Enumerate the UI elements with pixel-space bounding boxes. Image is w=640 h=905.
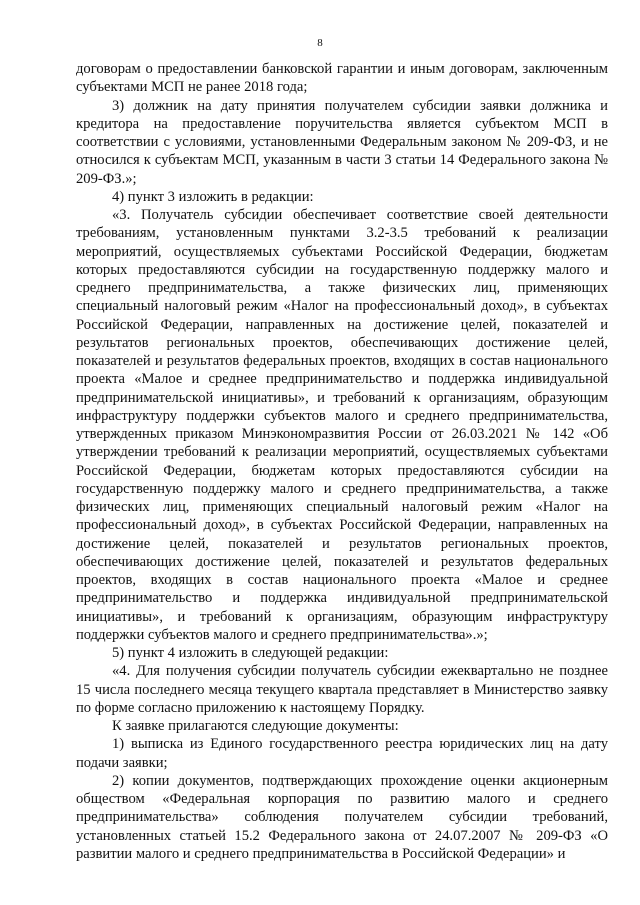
paragraph: «4. Для получения субсидии получатель субсидии ежеквартально не позднее 15 числа последнего месяца текущего квартала представляет в Министерство заявку по форме согласно приложению к настоящему Порядку. bbox=[76, 663, 608, 716]
paragraph: К заявке прилагаются следующие документы: bbox=[112, 718, 399, 734]
paragraph: «3. Получатель субсидии обеспечивает соответствие своей деятельности требованиям, установленным пунктами 3.2-3.5 требований к реализации мероприятий, осуществляемых субъектами Российской Федерации, бюджетам которых предоставляются субсидии на государственную поддержку малого и среднего предпринимательства, а также физических лиц, применяющих специальный налоговый режим «Налог на профессиональный доход», в субъектах Российской Федерации, направленных на достижение целей, показателей и результатов региональных проектов, обеспечивающих достижение целей, показателей и результатов федеральных проектов, входящих в состав национального проекта «Малое и среднее предпринимательство и поддержка индивидуальной предпринимательской инициативы», и требований к организациям, образующим инфраструктуру поддержки субъектов малого и среднего предпринимательства, утвержденных приказом Минэкономразвития России от 26.03.2021 № 142 «Об утверждении требований к реализации мероприятий, осуществляемых субъектами Российской Федерации, бюджетам которых предоставляются субсидии на государственную поддержку малого и среднего предпринимательства, а также физических лиц, применяющих специальный налоговый режим «Налог на профессиональный доход», в субъектах Российской Федерации, направленных на достижение целей, показателей и результатов региональных проектов, обеспечивающих достижение целей, показателей и результатов федеральных проектов, входящих в состав национального проекта «Малое и среднее предпринимательство и поддержка индивидуальной предпринимательской инициативы», и требований к организациям, образующим инфраструктуру поддержки субъектов малого и среднего предпринимательства».»; bbox=[76, 207, 608, 643]
document-body bbox=[76, 60, 608, 863]
paragraph: 5) пункт 4 изложить в следующей редакции: bbox=[112, 645, 389, 661]
paragraph: 3) должник на дату принятия получателем субсидии заявки должника и кредитора на предоставление поручительства является субъектом МСП в соответствии с условиями, установленными Федеральным законом № 209-ФЗ, и не относился к субъектам МСП, указанным в части 3 статьи 14 Федерального закона № 209-ФЗ.»; bbox=[76, 97, 608, 187]
paragraph: 1) выписка из Единого государственного реестра юридических лиц на дату подачи заявки; bbox=[76, 736, 608, 771]
paragraph: 2) копии документов, подтверждающих прохождение оценки акционерным обществом «Федеральная корпорация по развитию малого и среднего предпринимательства» соблюдения получателем субсидии требований, установленных статьей 15.2 Федерального закона от 24.07.2007 № 209-ФЗ «О развитии малого и среднего предпринимательства в Российской Федерации» и bbox=[76, 772, 608, 862]
paragraph: 4) пункт 3 изложить в редакции: bbox=[112, 188, 314, 205]
paragraph: договорам о предоставлении банковской гарантии и иным договорам, заключенным субъектами МСП не ранее 2018 года; bbox=[76, 61, 608, 96]
page-number: 8 bbox=[317, 37, 323, 49]
